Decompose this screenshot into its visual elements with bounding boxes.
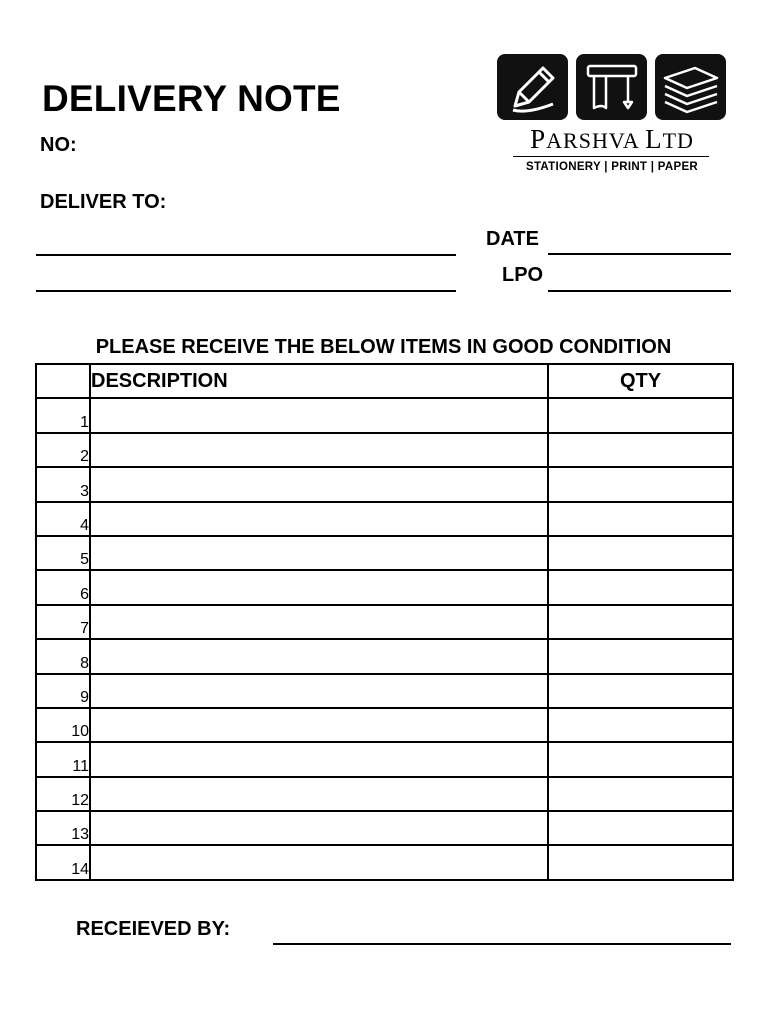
qty-cell[interactable] bbox=[548, 605, 733, 639]
description-cell[interactable] bbox=[90, 708, 548, 742]
received-by-label: RECEIEVED BY: bbox=[76, 918, 231, 940]
row-number: 7 bbox=[36, 605, 90, 639]
number-header bbox=[36, 364, 90, 398]
qty-cell[interactable] bbox=[548, 570, 733, 604]
description-cell[interactable] bbox=[90, 570, 548, 604]
qty-cell[interactable] bbox=[548, 708, 733, 742]
qty-cell[interactable] bbox=[548, 398, 733, 432]
deliver-to-line-2[interactable] bbox=[36, 290, 456, 292]
lpo-label: LPO bbox=[502, 264, 544, 286]
date-line[interactable] bbox=[548, 253, 731, 255]
description-cell[interactable] bbox=[90, 811, 548, 845]
qty-cell[interactable] bbox=[548, 467, 733, 501]
table-row bbox=[36, 639, 733, 673]
items-table bbox=[35, 363, 734, 881]
row-number: 3 bbox=[36, 467, 90, 501]
description-cell[interactable] bbox=[90, 398, 548, 432]
deliver-to-label: DELIVER TO: bbox=[40, 191, 167, 213]
qty-cell[interactable] bbox=[548, 777, 733, 811]
qty-cell[interactable] bbox=[548, 811, 733, 845]
table-row bbox=[36, 777, 733, 811]
table-row bbox=[36, 467, 733, 501]
row-number: 13 bbox=[36, 811, 90, 845]
date-label: DATE bbox=[486, 228, 539, 250]
table-header-row bbox=[36, 364, 733, 398]
qty-cell[interactable] bbox=[548, 639, 733, 673]
table-row bbox=[36, 674, 733, 708]
description-cell[interactable] bbox=[90, 536, 548, 570]
qty-header: QTY bbox=[548, 364, 733, 398]
description-cell[interactable] bbox=[90, 639, 548, 673]
table-row bbox=[36, 811, 733, 845]
table-row bbox=[36, 570, 733, 604]
instruction-text: PLEASE RECEIVE THE BELOW ITEMS IN GOOD CONDITION bbox=[95, 336, 672, 358]
row-number: 4 bbox=[36, 502, 90, 536]
company-logo bbox=[497, 54, 727, 182]
qty-cell[interactable] bbox=[548, 845, 733, 879]
row-number: 10 bbox=[36, 708, 90, 742]
document-title: DELIVERY NOTE bbox=[42, 78, 341, 119]
received-by-line[interactable] bbox=[273, 943, 731, 945]
description-cell[interactable] bbox=[90, 845, 548, 879]
qty-cell[interactable] bbox=[548, 674, 733, 708]
lpo-line[interactable] bbox=[548, 290, 731, 292]
description-cell[interactable] bbox=[90, 674, 548, 708]
description-cell[interactable] bbox=[90, 467, 548, 501]
table-row bbox=[36, 502, 733, 536]
qty-cell[interactable] bbox=[548, 536, 733, 570]
table-row bbox=[36, 845, 733, 879]
description-cell[interactable] bbox=[90, 433, 548, 467]
table-row bbox=[36, 708, 733, 742]
row-number: 14 bbox=[36, 845, 90, 879]
deliver-to-line-1[interactable] bbox=[36, 254, 456, 256]
row-number: 5 bbox=[36, 536, 90, 570]
row-number: 12 bbox=[36, 777, 90, 811]
qty-cell[interactable] bbox=[548, 433, 733, 467]
row-number: 9 bbox=[36, 674, 90, 708]
row-number: 8 bbox=[36, 639, 90, 673]
qty-cell[interactable] bbox=[548, 742, 733, 776]
description-header: DESCRIPTION bbox=[90, 364, 548, 398]
table-row bbox=[36, 536, 733, 570]
description-cell[interactable] bbox=[90, 502, 548, 536]
table-row bbox=[36, 433, 733, 467]
description-cell[interactable] bbox=[90, 742, 548, 776]
no-label: NO: bbox=[40, 134, 77, 156]
logo-divider bbox=[513, 156, 709, 157]
table-row bbox=[36, 742, 733, 776]
table-row bbox=[36, 605, 733, 639]
description-cell[interactable] bbox=[90, 777, 548, 811]
description-cell[interactable] bbox=[90, 605, 548, 639]
row-number: 6 bbox=[36, 570, 90, 604]
table-row bbox=[36, 398, 733, 432]
row-number: 11 bbox=[36, 742, 90, 776]
logo-tagline: STATIONERY | PRINT | PAPER bbox=[525, 161, 699, 173]
brand-name: PARSHVA LTD bbox=[530, 124, 694, 154]
qty-cell[interactable] bbox=[548, 502, 733, 536]
printer-icon bbox=[576, 54, 647, 120]
pencil-icon bbox=[497, 54, 568, 120]
paper-stack-icon bbox=[655, 54, 726, 120]
row-number: 1 bbox=[36, 398, 90, 432]
row-number: 2 bbox=[36, 433, 90, 467]
